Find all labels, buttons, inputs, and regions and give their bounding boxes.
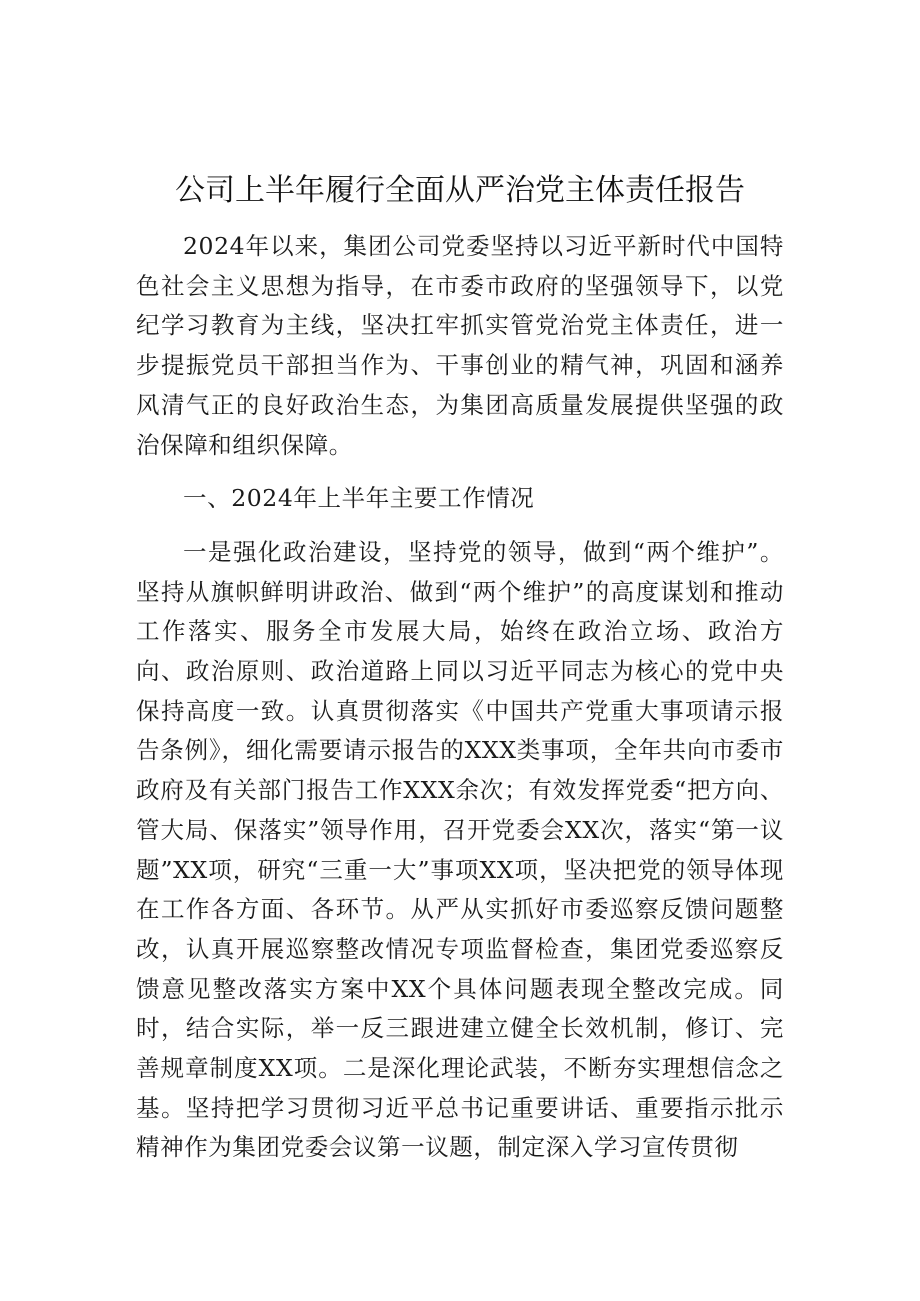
document-title: 公司上半年履行全面从严治党主体责任报告 xyxy=(175,173,745,208)
document-body xyxy=(136,227,784,1168)
intro-paragraph: 2024年以来，集团公司党委坚持以习近平新时代中国特色社会主义思想为指导，在市委市政府的坚强领导下，以党纪学习教育为主线，坚决扛牢抓实管党治党主体责任，进一步提振党员干部担当作为、干事创业的精气神，巩固和涵养风清气正的良好政治生态，为集团高质量发展提供坚强的政治保障和组织保障。 xyxy=(136,232,784,459)
section-heading: 一、2024年上半年主要工作情况 xyxy=(183,484,535,513)
section-body-paragraph: 一是强化政治建设，坚持党的领导，做到“两个维护”。坚持从旗帜鲜明讲政治、做到“两个维护”的高度谋划和推动工作落实、服务全市发展大局，始终在政治立场、政治方向、政治原则、政治道路上同以习近平同志为核心的党中央保持高度一致。认真贯彻落实《中国共产党重大事项请示报告条例》，细化需要请示报告的XXX类事项，全年共向市委市政府及有关部门报告工作XXX余次；有效发挥党委“把方向、管大局、保落实”领导作用，召开党委会XX次，落实“第一议题”XX项，研究“三重一大”事项XX项，坚决把党的领导体现在工作各方面、各环节。从严从实抓好市委巡察反馈问题整改，认真开展巡察整改情况专项监督检查，集团党委巡察反馈意见整改落实方案中XX个具体问题表现全整改完成。同时，结合实际，举一反三跟进建立健全长效机制，修订、完善规章制度XX项。二是深化理论武装，不断夯实理想信念之基。坚持把学习贯彻习近平总书记重要讲话、重要指示批示精神作为集团党委会议第一议题，制定深入学习宣传贯彻 xyxy=(136,537,784,1162)
